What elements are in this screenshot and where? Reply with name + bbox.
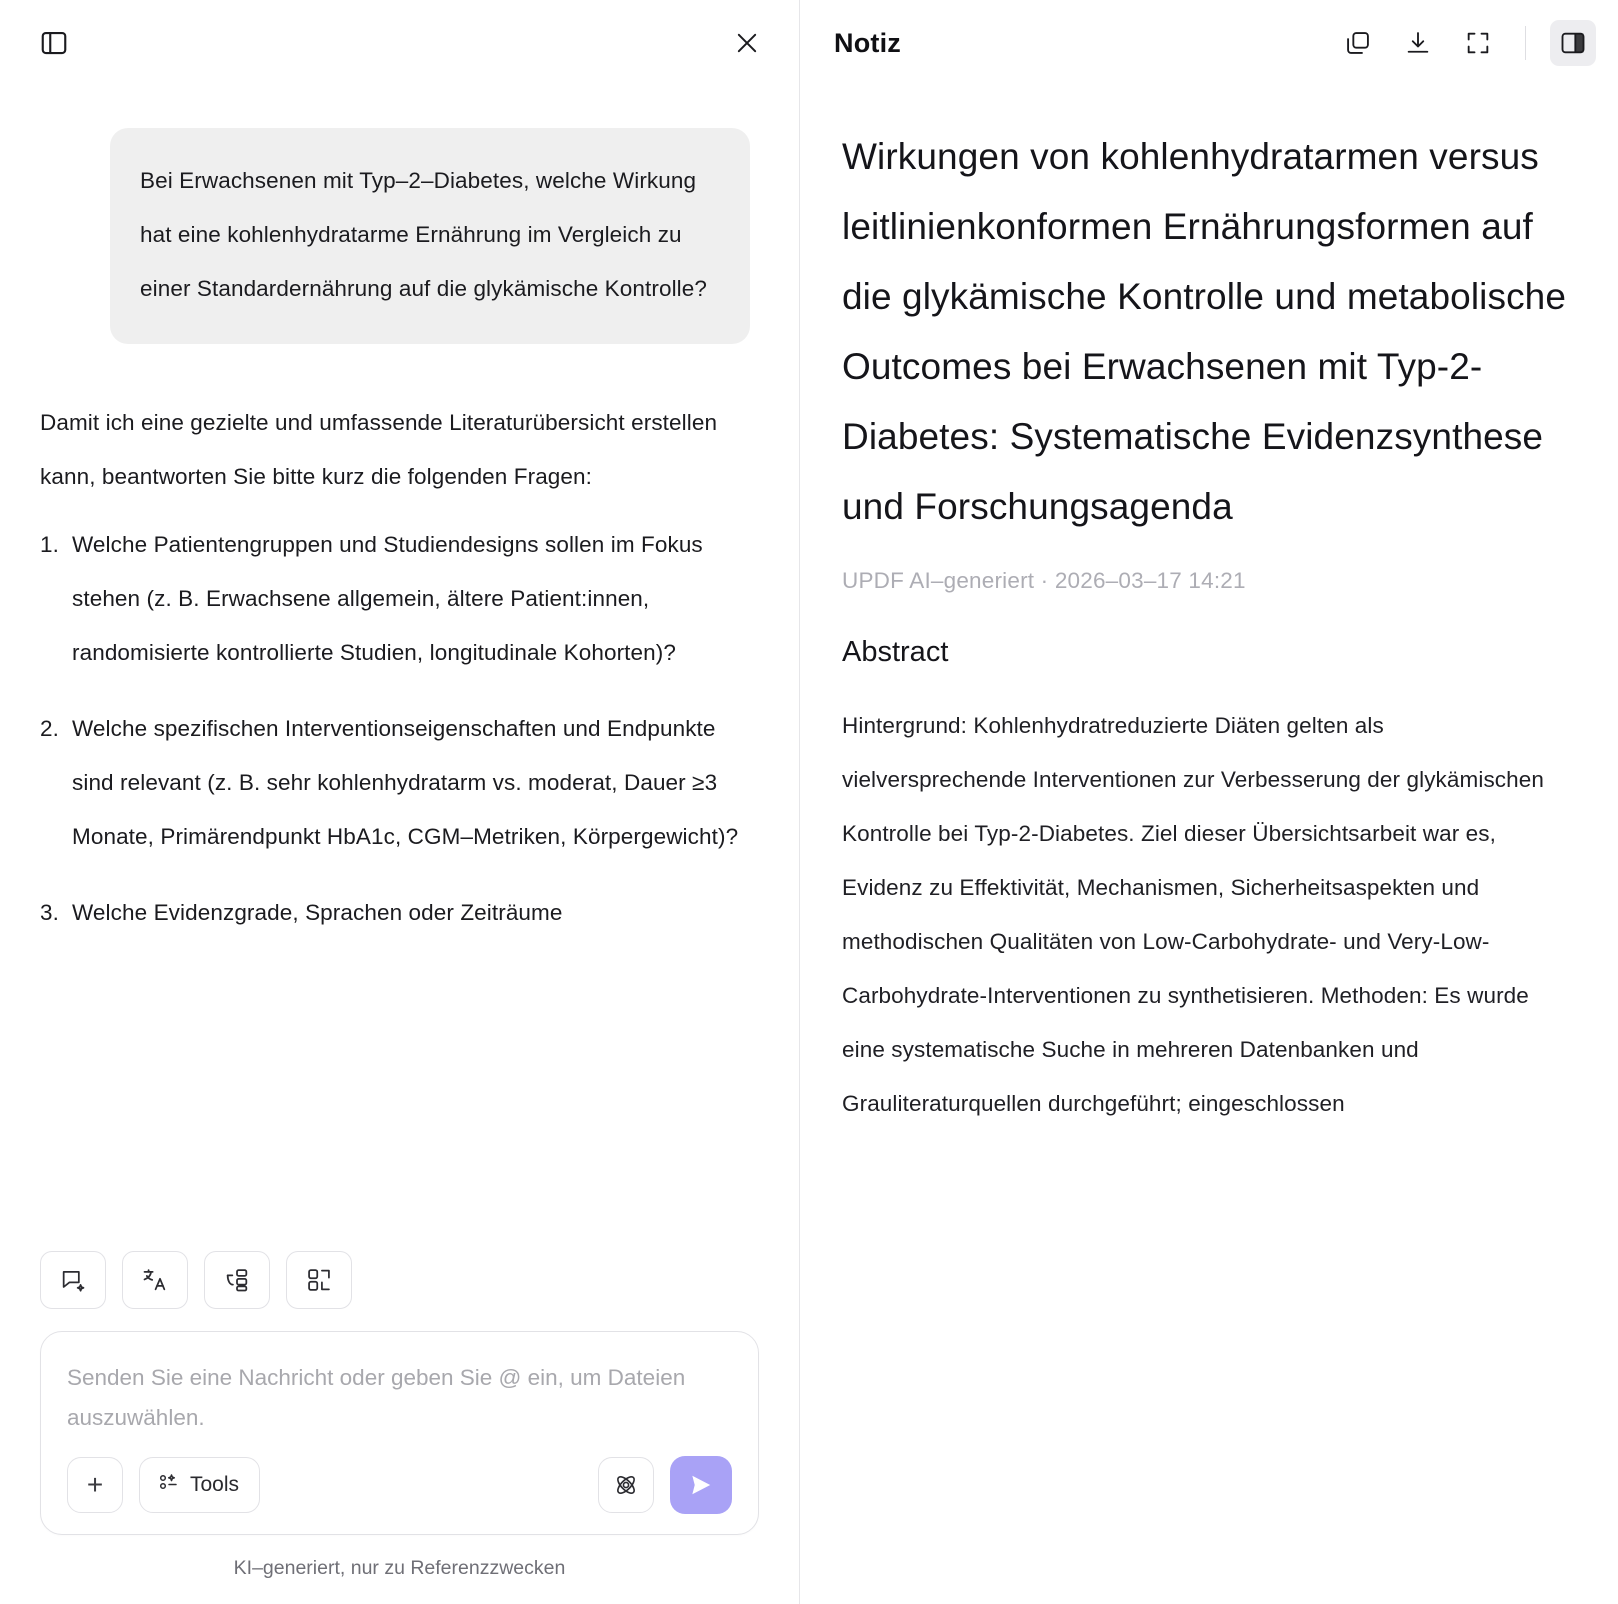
document-title: Wirkungen von kohlenhydratarmen versus leitlinienkonformen Ernährungsformen auf die glykämische Kontrolle und metabolische Outcomes bei Erwachsenen mit Typ-2-Diabetes: Systematische Evidenzsynthese und Forschungsagenda [842, 136, 1567, 527]
summarize-action[interactable] [40, 1251, 106, 1309]
note-toolbar [1335, 20, 1596, 66]
list-item [40, 886, 759, 940]
message-input[interactable]: Senden Sie eine Nachricht oder geben Sie @ ein, um Dateien auszuwählen. [67, 1365, 686, 1430]
assistant-message [40, 396, 759, 940]
mindmap-action[interactable] [286, 1251, 352, 1309]
list-item-text: Welche spezifischen Interventionseigenschaften und Endpunkte sind relevant (z. B. sehr kohlenhydratarm vs. moderat, Dauer ≥3 Monate, Primärendpunkt HbA1c, CGM–Metriken, Körpergewicht)? [72, 716, 739, 849]
expand-icon[interactable] [1455, 20, 1501, 66]
close-icon[interactable] [725, 21, 769, 65]
scroll-fade [0, 1181, 799, 1251]
section-heading-abstract: Abstract [842, 636, 949, 668]
sidebar-panel-icon[interactable] [32, 21, 76, 65]
list-item [40, 702, 759, 864]
atom-icon[interactable] [598, 1457, 654, 1513]
note-content[interactable] [800, 86, 1618, 1604]
toolbar-divider [1525, 26, 1526, 60]
list-item-text: Welche Evidenzgrade, Sprachen oder Zeiträume [72, 900, 563, 925]
list-item-text: Welche Patientengruppen und Studiendesigns sollen im Fokus stehen (z. B. Erwachsene allgemein, ältere Patient:innen, randomisierte kontrollierte Studien, longitudinale Kohorten)? [72, 532, 703, 665]
translate-action[interactable] [122, 1251, 188, 1309]
page-title: Notiz [834, 27, 901, 58]
panel-layout-icon[interactable] [1550, 20, 1596, 66]
user-message-bubble: Bei Erwachsenen mit Typ–2–Diabetes, welche Wirkung hat eine kohlenhydratarme Ernährung im Vergleich zu einer Standardernährung auf die glykämische Kontrolle? [110, 128, 750, 344]
assistant-intro-text: Damit ich eine gezielte und umfassende Literaturübersicht erstellen kann, beantworten Sie bitte kurz die folgenden Fragen: [40, 410, 718, 489]
tools-icon [156, 1470, 180, 1500]
ai-disclaimer: KI–generiert, nur zu Referenzzwecken [233, 1557, 566, 1579]
note-panel-header [800, 0, 1618, 86]
message-composer[interactable] [40, 1331, 759, 1535]
copy-icon[interactable] [1335, 20, 1381, 66]
download-icon[interactable] [1395, 20, 1441, 66]
chat-message-list[interactable] [0, 86, 799, 1251]
outline-action[interactable] [204, 1251, 270, 1309]
note-scroll-fade [800, 1514, 1618, 1604]
list-item-index: 2. [40, 716, 59, 741]
add-attachment-button[interactable]: + [67, 1457, 123, 1513]
assistant-question-list [40, 518, 759, 940]
document-meta: UPDF AI–generiert · 2026–03–17 14:21 [842, 568, 1246, 593]
tools-label: Tools [190, 1473, 240, 1496]
tools-button[interactable] [139, 1457, 260, 1513]
quick-action-row [0, 1251, 799, 1309]
chat-panel-header [0, 0, 799, 86]
list-item-index: 1. [40, 532, 59, 557]
chat-panel [0, 0, 800, 1604]
send-button[interactable] [670, 1456, 732, 1514]
composer-toolbar [67, 1456, 732, 1514]
list-item-index: 3. [40, 900, 59, 925]
note-panel [800, 0, 1618, 1604]
abstract-paragraph: Hintergrund: Kohlenhydratreduzierte Diäten gelten als vielversprechende Interventionen zur Verbesserung der glykämischen Kontrolle bei Typ-2-Diabetes. Ziel dieser Übersichtsarbeit war es, Evidenz zu Effektivität, Mechanismen, Sicherheitsaspekten und methodischen Qualitäten von Low-Carbohydrate- und Very-Low-Carbohydrate-Interventionen zu synthetisieren. Methoden: Es wurde eine systematische Suche in mehreren Datenbanken und Grauliteraturquellen durchgeführt; eingeschlossen [842, 713, 1544, 1116]
list-item [40, 518, 759, 680]
